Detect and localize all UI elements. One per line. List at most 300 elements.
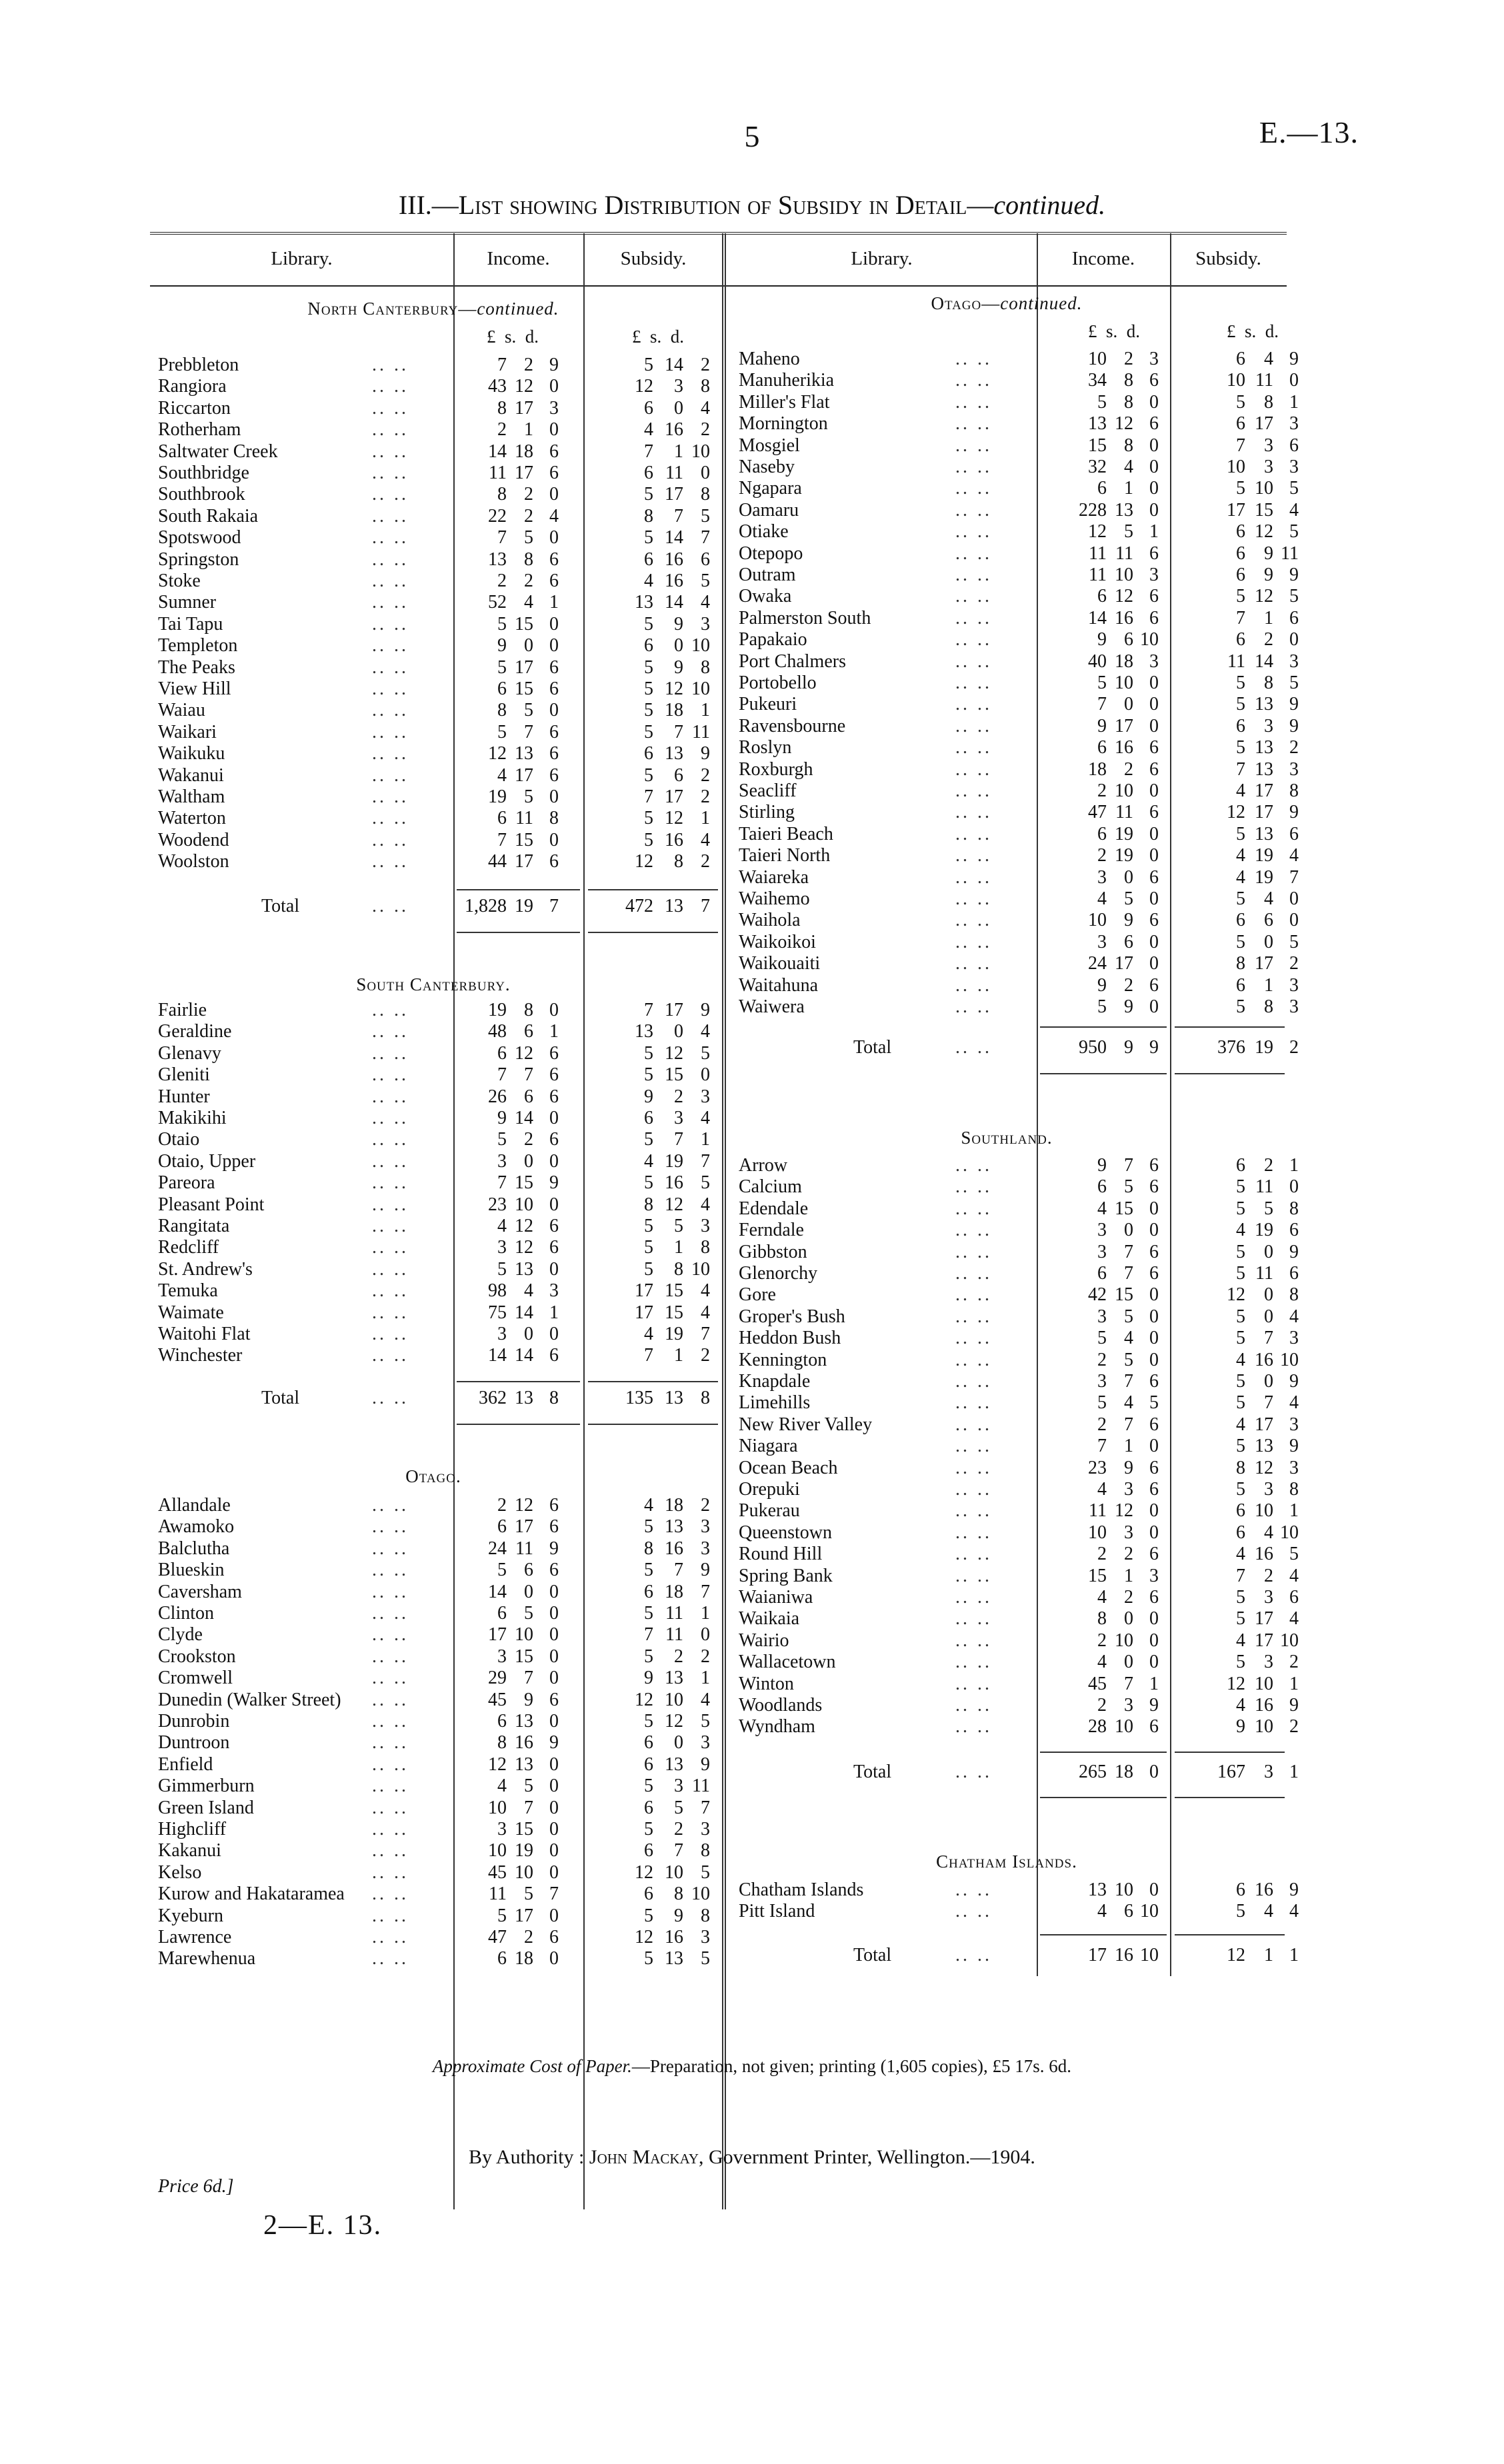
leader-dots: .. .. [955,1945,992,1965]
subsidy-value: 8 [1289,780,1299,801]
library-name: Arrow [739,1155,788,1176]
leader-dots: .. .. [372,1603,409,1624]
income-value: 4 [549,505,559,527]
table-row [0,672,1504,694]
subsidy-value: 13 [665,1516,683,1538]
leader-dots: .. .. [955,1695,992,1716]
income-value: 15 [1088,435,1107,456]
table-title [0,189,1504,221]
leader-dots: .. .. [372,1021,409,1042]
library-name: Pitt Island [739,1901,815,1922]
subsidy-value: 10 [1280,1522,1299,1543]
subsidy-value: 2 [701,1646,710,1667]
footnote-text: —Preparation, not given; printing (1,605 copies), £5 17s. 6d. [631,2056,1072,2076]
subsidy-value: 5 [701,1042,710,1064]
subsidy-value: 9 [701,1754,710,1775]
table-row [0,1798,1504,1819]
income-value: 5 [497,721,507,742]
income-value: 0 [549,613,559,634]
document-reference: E.—13. [1259,115,1359,149]
leader-dots: .. .. [955,1479,992,1500]
subsidy-value: 13 [635,1021,653,1042]
subsidy-value: 12 [665,808,683,829]
subsidy-value: 12 [635,1861,653,1883]
subsidy-value: 9 [1236,1716,1245,1738]
subsidy-value: 7 [701,1797,710,1818]
library-name: Limehills [739,1392,811,1414]
income-value: 19 [488,1000,507,1020]
income-value: 45 [488,1689,507,1710]
income-value: 6 [1097,1176,1107,1198]
leader-dots: .. .. [372,764,409,786]
leader-dots: .. .. [372,1668,409,1689]
leader-dots: .. .. [372,851,409,872]
library-name: Gimmerburn [158,1776,255,1797]
subsidy-value: 17 [1255,780,1273,801]
income-value: 3 [549,1280,559,1302]
library-name: Tai Tapu [158,613,223,634]
subsidy-value: 6 [644,1732,653,1754]
leader-dots: .. .. [955,910,992,931]
income-value: 11 [515,808,533,829]
income-value: 32 [1088,457,1107,477]
income-value: 6 [1149,737,1159,758]
subsidy-value: 3 [1289,457,1299,477]
subsidy-value: 11 [692,721,710,742]
subsidy-value: 7 [1236,607,1245,628]
income-value: 5 [497,613,507,634]
library-name: St. Andrew's [158,1258,253,1280]
subsidy-value: 8 [674,1258,683,1280]
subsidy-value: 7 [674,1129,683,1150]
table-row [0,370,1504,391]
subsidy-value: 9 [701,1560,710,1581]
leader-dots: .. .. [372,527,409,549]
subsidy-value: 11 [1281,543,1299,564]
table-row [0,413,1504,435]
subsidy-value: 5 [1236,1901,1245,1922]
subsidy-value: 16 [665,419,683,441]
subsidy-value: 11 [1255,1176,1273,1198]
income-value: 4 [1124,1328,1133,1349]
income-value: 5 [1149,1392,1159,1414]
income-value: 6 [1149,1587,1159,1608]
leader-dots: .. .. [372,1064,409,1086]
subsidy-value: 9 [701,1000,710,1020]
subsidy-value: 0 [1264,1241,1273,1262]
subsidy-value: 5 [644,1129,653,1150]
total-income-value: 13 [515,1388,533,1408]
income-value: 1 [1149,521,1159,543]
subsidy-value: 0 [1264,1306,1273,1327]
income-value: 11 [489,463,507,483]
table-row [0,845,1504,866]
income-value: 7 [1124,1673,1133,1694]
subsidy-value: 1 [1289,391,1299,413]
leader-dots: .. .. [955,1284,992,1306]
income-value: 0 [1124,1220,1133,1241]
table-row [0,737,1504,758]
income-value: 6 [549,1064,559,1086]
units-left-income: £ s. d. [487,327,539,347]
library-name: Kennington [739,1349,827,1370]
subsidy-value: 11 [665,463,683,483]
income-value: 52 [488,592,507,613]
table-row [0,1587,1504,1608]
income-value: 1 [1124,1436,1133,1457]
subsidy-value: 16 [1255,1544,1273,1565]
subsidy-value: 5 [701,571,710,591]
library-name: Highcliff [158,1819,227,1840]
table-row [0,1350,1504,1371]
leader-dots: .. .. [955,521,992,543]
income-value: 10 [1088,1522,1107,1543]
table-row [0,1176,1504,1198]
subsidy-value: 19 [1255,845,1273,866]
subsidy-value: 5 [644,1258,653,1280]
library-name: Riccarton [158,397,231,419]
income-value: 7 [1124,1371,1133,1392]
income-value: 8 [497,700,507,721]
leader-dots: .. .. [372,656,409,678]
income-value: 3 [497,1819,507,1840]
income-value: 0 [1149,435,1159,456]
income-value: 15 [1115,1284,1133,1306]
subsidy-value: 9 [1289,694,1299,715]
income-value: 0 [549,1603,559,1624]
leader-dots: .. .. [372,1624,409,1646]
income-value: 6 [1149,370,1159,391]
leader-dots: .. .. [955,672,992,693]
library-name: Round Hill [739,1544,823,1565]
income-value: 14 [515,1302,533,1323]
income-value: 18 [515,1948,533,1969]
subsidy-value: 13 [1255,694,1273,715]
leader-dots: .. .. [955,1220,992,1241]
income-value: 24 [1088,953,1107,974]
library-name: Rotherham [158,419,241,441]
income-value: 14 [488,1581,507,1602]
leader-dots: .. .. [372,1581,409,1602]
income-value: 2 [524,1129,533,1150]
subsidy-value: 8 [1264,391,1273,413]
leader-dots: .. .. [955,650,992,672]
subsidy-value: 4 [1289,1901,1299,1922]
income-value: 3 [549,397,559,419]
leader-dots: .. .. [372,419,409,441]
units-right-income: £ s. d. [1088,321,1141,341]
subsidy-value: 4 [644,571,653,591]
income-value: 0 [549,1797,559,1818]
leader-dots: .. .. [955,1328,992,1349]
income-value: 9 [1097,629,1107,650]
subsidy-value: 8 [1289,1284,1299,1306]
subsidy-value: 6 [644,1108,653,1128]
subsidy-value: 1 [701,1603,710,1624]
subsidy-value: 10 [665,1689,683,1710]
subsidy-value: 8 [674,851,683,872]
income-value: 8 [524,549,533,570]
subsidy-value: 9 [1289,1241,1299,1262]
leader-dots: .. .. [955,737,992,758]
subsidy-value: 4 [701,1021,710,1042]
income-value: 26 [488,1086,507,1107]
subsidy-value: 13 [665,743,683,764]
subsidy-value: 5 [644,700,653,721]
library-name: Gibbston [739,1241,807,1262]
subsidy-value: 2 [1289,1652,1299,1673]
income-value: 6 [1097,1263,1107,1284]
subsidy-value: 9 [1289,349,1299,369]
leader-dots: .. .. [372,678,409,699]
library-name: Glenorchy [739,1263,818,1284]
leader-dots: .. .. [955,1392,992,1414]
subsidy-value: 4 [644,1324,653,1344]
leader-dots: .. .. [372,1086,409,1107]
section-north-canterbury [150,299,717,319]
income-value: 6 [549,441,559,462]
subsidy-value: 0 [674,1021,683,1042]
table-row [0,996,1504,1018]
leader-dots: .. .. [372,1711,409,1732]
library-name: Wakanui [158,764,224,786]
library-name: Wyndham [739,1716,815,1738]
income-value: 2 [524,1927,533,1947]
library-name: Kelso [158,1861,202,1883]
total-income-value: 9 [1124,1037,1133,1058]
income-value: 0 [1149,499,1159,521]
library-name: Ravensbourne [739,715,846,736]
library-name: Winton [739,1673,794,1694]
income-value: 3 [497,1646,507,1667]
income-value: 10 [488,1797,507,1818]
library-name: Awamoko [158,1516,235,1538]
subsidy-value: 11 [1255,370,1273,391]
subsidy-value: 13 [665,1668,683,1689]
library-name: Allandale [158,1495,231,1516]
income-value: 6 [1149,413,1159,435]
library-name: Spring Bank [739,1565,833,1586]
library-name: Waltham [158,786,225,807]
subsidy-value: 0 [674,397,683,419]
leader-dots: .. .. [372,829,409,850]
income-value: 0 [1149,1328,1159,1349]
income-value: 6 [1097,823,1107,844]
leader-dots: .. .. [955,1241,992,1262]
subsidy-value: 5 [644,1216,653,1236]
header-library-right: Library. [851,247,913,269]
income-value: 7 [497,527,507,549]
subsidy-value: 5 [1236,1479,1245,1500]
subsidy-value: 15 [665,1064,683,1086]
library-name: Owaka [739,586,792,607]
leader-dots: .. .. [955,1762,992,1782]
income-value: 4 [497,764,507,786]
income-value: 10 [1088,349,1107,369]
income-value: 0 [1149,1652,1159,1673]
subsidy-value: 7 [674,1840,683,1861]
table-row [0,457,1504,478]
subsidy-value: 11 [692,1776,710,1797]
north-canterbury-continued: continued. [477,299,559,319]
income-value: 2 [1097,1349,1107,1370]
library-name: Sumner [158,592,217,613]
library-name: Roslyn [739,737,792,758]
subsidy-value: 5 [1236,931,1245,952]
library-name: Geraldine [158,1021,232,1042]
income-value: 8 [1124,435,1133,456]
subsidy-value: 10 [1280,1630,1299,1651]
table-row [0,1436,1504,1457]
subsidy-value: 12 [1255,1457,1273,1478]
library-name: Dunedin (Walker Street) [158,1689,341,1710]
total-income-value: 7 [549,896,559,916]
library-name: Southbrook [158,484,245,505]
subsidy-value: 16 [665,1538,683,1559]
subsidy-value: 5 [1264,1198,1273,1219]
subsidy-value: 1 [674,441,683,462]
income-value: 0 [549,1948,559,1969]
subsidy-value: 2 [1264,1155,1273,1176]
subsidy-value: 17 [1227,499,1245,521]
income-value: 6 [1149,1457,1159,1478]
subsidy-value: 3 [1289,974,1299,996]
table-row [0,1674,1504,1695]
income-value: 5 [1097,1328,1107,1349]
subsidy-value: 9 [1289,802,1299,823]
subsidy-value: 1 [701,808,710,829]
library-name: Otiake [739,521,789,543]
library-name: Portobello [739,672,817,693]
income-value: 6 [1149,974,1159,996]
income-value: 3 [1097,866,1107,888]
library-name: Mosgiel [739,435,800,456]
total-rule [457,932,580,933]
leader-dots: .. .. [372,1280,409,1302]
library-name: Waikaia [739,1608,800,1630]
subsidy-value: 8 [644,1538,653,1559]
income-value: 0 [1149,888,1159,909]
subsidy-value: 1 [674,1237,683,1258]
income-value: 0 [549,484,559,505]
income-value: 3 [1097,1220,1107,1241]
subsidy-value: 7 [1289,866,1299,888]
table-row [0,651,1504,672]
leader-dots: .. .. [955,866,992,888]
subsidy-value: 4 [701,397,710,419]
income-value: 6 [549,764,559,786]
income-value: 12 [1115,413,1133,435]
income-value: 0 [549,1150,559,1172]
library-name: Waitahuna [739,974,819,996]
subsidy-value: 3 [1289,758,1299,780]
income-value: 6 [1124,931,1133,952]
leader-dots: .. .. [372,1883,409,1905]
income-value: 0 [1149,1608,1159,1630]
income-value: 9 [549,1538,559,1559]
table-row [0,867,1504,888]
subsidy-value: 7 [701,1150,710,1172]
signature-mark: 2—E. 13. [263,2210,383,2241]
library-name: Redcliff [158,1237,219,1258]
income-value: 0 [1149,1500,1159,1522]
subsidy-value: 5 [1236,823,1245,844]
subsidy-value: 0 [701,463,710,483]
income-value: 2 [1097,1695,1107,1716]
total-subsidy-value: 1 [1289,1762,1299,1782]
income-value: 2 [1097,845,1107,866]
income-value: 6 [549,549,559,570]
subsidy-value: 4 [1264,1901,1273,1922]
subsidy-value: 9 [674,1905,683,1926]
subsidy-value: 9 [1289,1371,1299,1392]
table-row [0,1263,1504,1284]
total-subsidy-value: 3 [1264,1762,1273,1782]
income-value: 3 [1097,1371,1107,1392]
library-name: Cromwell [158,1668,233,1689]
leader-dots: .. .. [372,1324,409,1344]
subsidy-value: 10 [1280,1349,1299,1370]
income-value: 8 [497,1732,507,1754]
leader-dots: .. .. [955,543,992,564]
subsidy-value: 12 [1227,802,1245,823]
income-value: 6 [1149,758,1159,780]
subsidy-value: 3 [1264,1479,1273,1500]
subsidy-value: 0 [701,1624,710,1646]
leader-dots: .. .. [372,896,409,916]
library-name: Woolston [158,851,229,872]
leader-dots: .. .. [955,694,992,715]
library-name: Oamaru [739,499,799,521]
leader-dots: .. .. [372,1560,409,1581]
subsidy-value: 6 [1236,974,1245,996]
subsidy-value: 5 [1236,1371,1245,1392]
library-name: Heddon Bush [739,1328,841,1349]
subsidy-value: 5 [644,1516,653,1538]
income-value: 6 [1097,737,1107,758]
library-name: Edendale [739,1198,809,1219]
subsidy-value: 1 [1264,607,1273,628]
total-income-value: 950 [1079,1037,1107,1058]
income-value: 13 [1088,1879,1107,1900]
subsidy-value: 3 [1289,413,1299,435]
total-rule [1175,1934,1285,1935]
income-value: 0 [549,1108,559,1128]
leader-dots: .. .. [955,1716,992,1738]
income-value: 75 [488,1302,507,1323]
subsidy-value: 7 [674,721,683,742]
library-name: Miller's Flat [739,391,830,413]
library-name: Ngapara [739,478,802,499]
subsidy-value: 11 [1227,650,1245,672]
subsidy-value: 5 [1289,931,1299,952]
subsidy-value: 17 [665,786,683,807]
leader-dots: .. .. [955,1630,992,1651]
library-name: Pleasant Point [158,1194,265,1215]
income-value: 15 [515,1819,533,1840]
income-value: 6 [549,743,559,764]
table-row [0,565,1504,586]
subsidy-value: 6 [644,1581,653,1602]
page-number: 5 [744,119,760,153]
income-value: 6 [524,1021,533,1042]
income-value: 1 [549,1021,559,1042]
subsidy-value: 0 [1289,370,1299,391]
subsidy-value: 7 [644,441,653,462]
income-value: 6 [549,1345,559,1366]
table-row [0,629,1504,650]
income-value: 6 [549,678,559,699]
